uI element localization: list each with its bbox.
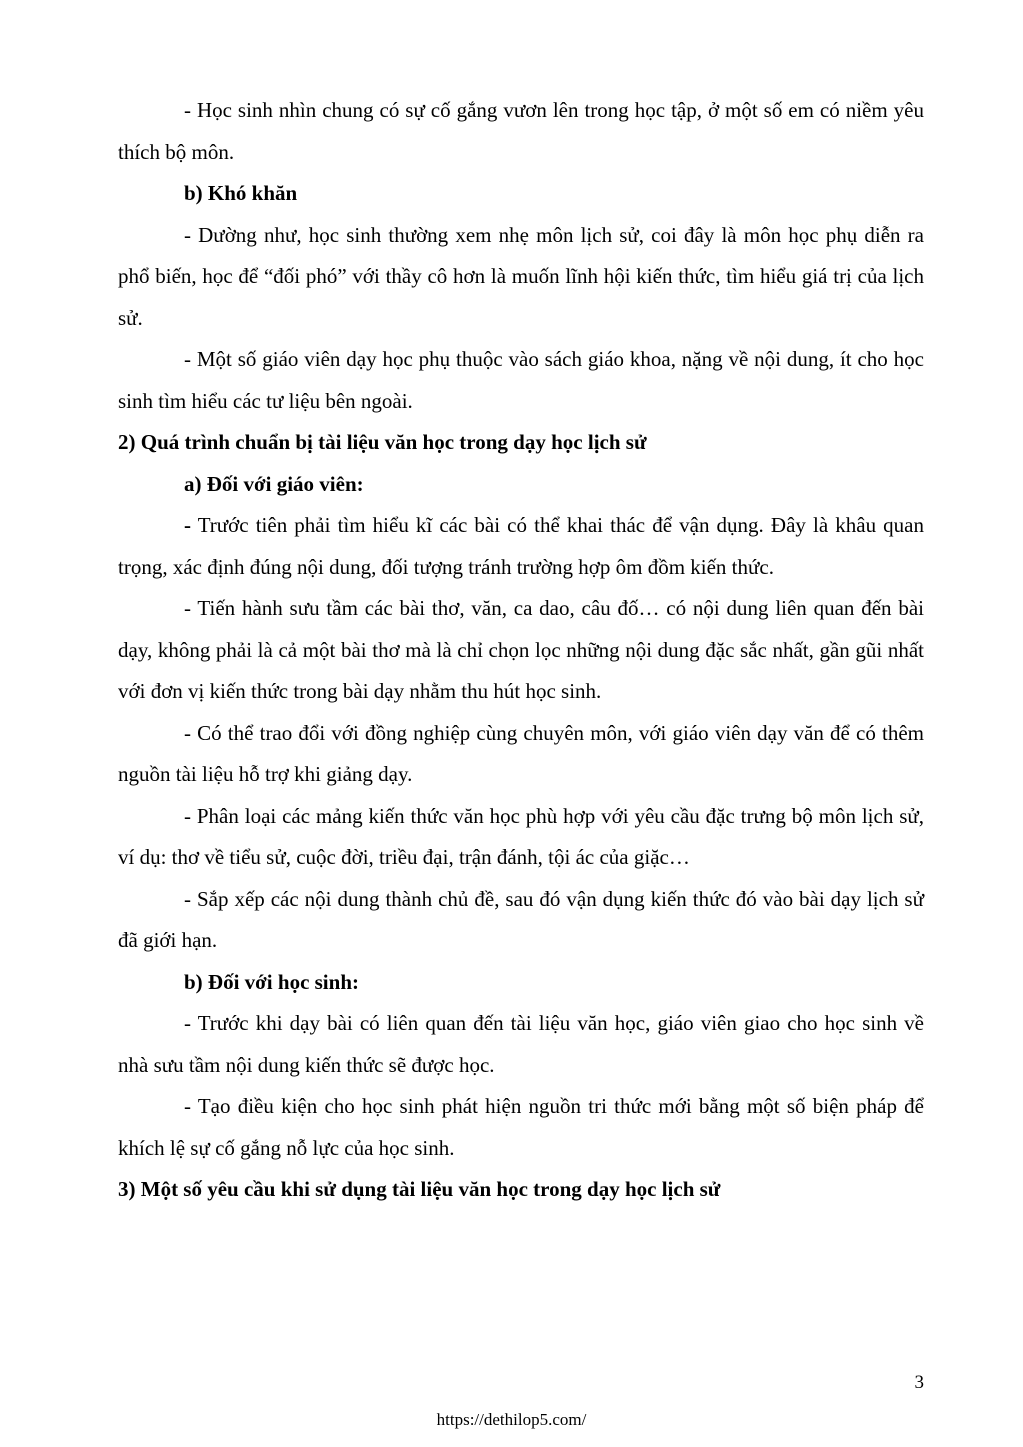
paragraph-assign-homework: - Trước khi dạy bài có liên quan đến tài liệu văn học, giáo viên giao cho học sinh về nhà sưu tầm nội dung kiến thức sẽ được học. [118,1011,924,1077]
page-number: 3 [914,1372,924,1393]
footer-url-link[interactable]: https://dethilop5.com/ [436,1410,587,1429]
paragraph-students-effort: - Học sinh nhìn chung có sự cố gắng vươn lên trong học tập, ở một số em có niềm yêu thích bộ môn. [118,98,924,164]
paragraph-arrange-topics: - Sắp xếp các nội dung thành chủ đề, sau đó vận dụng kiến thức đó vào bài dạy lịch sử đã giới hạn. [118,886,924,952]
bold-dash: - [184,513,191,537]
heading-for-teachers: a) Đối với giáo viên: [184,471,364,496]
heading-difficulties: b) Khó khăn [184,181,298,205]
paragraph-research-lessons [118,505,924,588]
paragraph-text: Trước tiên phải tìm hiểu kĩ các bài có thể khai thác để vận dụng. Đây là khâu quan trọng, xác định đúng nội dung, đối tượng tránh trường hợp ôm đồm kiến thức. [118,513,924,579]
document-body [118,90,924,1211]
heading-section-3: 3) Một số yêu cầu khi sử dụng tài liệu văn học trong dạy học lịch sử [118,1177,721,1201]
paragraph-encourage-students: - Tạo điều kiện cho học sinh phát hiện nguồn tri thức mới bằng một số biện pháp để khích lệ sự cố gắng nỗ lực của học sinh. [118,1094,924,1160]
paragraph-exchange-colleagues: - Có thể trao đổi với đồng nghiệp cùng chuyên môn, với giáo viên dạy văn để có thêm nguồn tài liệu hỗ trợ khi giảng dạy. [118,720,924,786]
paragraph-classify-knowledge: - Phân loại các mảng kiến thức văn học phù hợp với yêu cầu đặc trưng bộ môn lịch sử, ví dụ: thơ về tiểu sử, cuộc đời, triều đại, trận đánh, tội ác của giặc… [118,803,924,869]
paragraph-collect-poems: - Tiến hành sưu tầm các bài thơ, văn, ca dao, câu đố… có nội dung liên quan đến bài dạy, không phải là cả một bài thơ mà là chỉ chọn lọc những nội dung đặc sắc nhất, gần gũi nhất với đơn vị kiến thức trong bài dạy nhằm thu hút học sinh. [118,596,924,703]
heading-section-2: 2) Quá trình chuẩn bị tài liệu văn học trong dạy học lịch sử [118,430,647,454]
paragraph-textbook-dependence: - Một số giáo viên dạy học phụ thuộc vào sách giáo khoa, nặng về nội dung, ít cho học sinh tìm hiểu các tư liệu bên ngoài. [118,347,924,413]
paragraph-history-undervalued: - Dường như, học sinh thường xem nhẹ môn lịch sử, coi đây là môn học phụ diễn ra phổ biến, học để “đối phó” với thầy cô hơn là muốn lĩnh hội kiến thức, tìm hiểu giá trị của lịch sử. [118,222,924,330]
heading-for-students: b) Đối với học sinh: [184,969,359,994]
